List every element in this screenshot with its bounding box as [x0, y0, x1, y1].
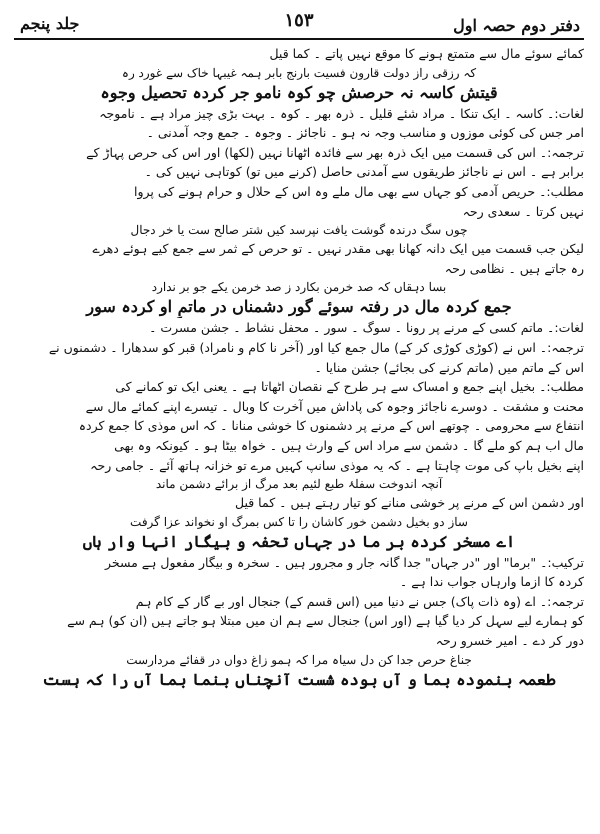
text-line: مطلب:۔ بخیل اپنے جمع و امساک سے ہر طرح کے نقصان اٹھاتا ہے ۔ یعنی ایک تو کمانے کی: [115, 379, 584, 395]
verse-line: طعمہ بنمودہ بما و آں بودہ شست آنچناں بنما بما آں را کہ ہست: [42, 669, 556, 689]
text-line: رہ جاتے ہیں ۔ نظامی رحہ: [444, 260, 584, 276]
quoted-verse-line: کہ رزقی راز دولت قارون فسیت بارنج بابر ہمہ غیبہا خاک سے غورد رہ: [121, 65, 477, 80]
text-line: محنت و مشقت ۔ دوسرے ناجائز وجوہ کی پاداش میں آخرت کا وبال ۔ تیسرے اپنے کمائے مال سے: [85, 398, 584, 414]
quoted-verse-line: جناغ حرص جدا کن دل سیاہ مرا کہ ہمو زاغ دواں در قفائے مردارست: [126, 652, 472, 667]
text-line: ترجمہ:۔ اس نے (کوڑی کوڑی کر کے) مال جمع کیا اور (آخر نا کام و نامراد) قبر کو سدھارا ۔ دشمنوں نے: [48, 339, 584, 355]
page-body: [14, 44, 584, 691]
text-line: کو ہمارے لیے سہل کر دیا گیا ہے (اور اس) جنجال سے ہم ان میں مبتلا ہو جاتے ہیں (ان کو) ہم سے: [67, 613, 584, 629]
text-line: اور دشمن اس کے مرنے پر خوشی منانے کو تیار رہتے ہیں ۔ کما قیل: [235, 495, 584, 511]
quoted-verse-line: آنچہ اندوخت سفلۂ طبع لئیم بعد مرگ از برائے دشمن ماند: [155, 477, 443, 492]
text-line: نہیں کرتا ۔ سعدی رحہ: [462, 203, 584, 219]
text-line: ترجمہ:۔ اے (وہ ذات پاک) جس نے دنیا میں (اس قسم کے) جنجال اور بے گار کے کام ہم: [135, 593, 584, 609]
page-header: [14, 6, 584, 38]
text-line: کمائے سوئے مال سے متمتع ہونے کا موقع نہیں پاتے ۔ کما قیل: [269, 46, 584, 61]
verse-line: جمع کردہ مال در رفتہ سوئے گور دشمناں در ماتمِ او کردہ سور: [86, 297, 512, 317]
section-title: دفتر دوم حصہ اول: [453, 16, 580, 35]
volume-title: جلد پنجم: [20, 14, 80, 33]
text-line: مطلب:۔ حریص آدمی کو جہاں سے بھی مال ملے وہ اس کے حلال و حرام ہونے کی پروا: [133, 183, 584, 199]
verse-line: اے مسخر کردہ بر ما در جہاں تحفہ و بیگار انہا وار ہاں: [82, 531, 516, 551]
quoted-verse-line: چوں سگ درندہ گوشت یافت نپرسد کیں شتر صالح ست یا خر دجال: [130, 223, 468, 238]
text-line: امر جس کی کوئی موزوں و مناسب وجہ نہ ہو ۔ ناجائز ۔ وجوہ ۔ جمع وجہ آمدنی ۔: [146, 125, 584, 141]
text-line: مال اب ہم کو ملے گا ۔ دشمن سے مراد اس کے وارث ہیں ۔ خواہ بیٹا ہو ۔ کیونکہ وہ بھی: [114, 437, 584, 453]
text-line: دور کر دے ۔ امیر خسرو رحہ: [435, 633, 584, 649]
text-line: برابر ہے ۔ اس نے ناجائز طریقوں سے آمدنی حاصل (کرنے میں تو) کوتاہی نہیں کی ۔: [144, 164, 584, 180]
quoted-verse-line: ساز دو بخیل دشمن خور کاشان را تا کس بمرگ او نخواند عزا گرفت: [130, 514, 468, 529]
header-rule: [14, 38, 584, 40]
text-line: لغات:۔ ماتم کسی کے مرنے پر رونا ۔ سوگ ۔ سور ۔ محفل نشاط ۔ جشن مسرت ۔: [149, 320, 584, 336]
text-line: لغات:۔ کاسہ ۔ ایک تنکا ۔ مراد شئے قلیل ۔ ذرہ بھر ۔ کوہ ۔ بہت بڑی چیز مراد ہے ۔ ناموجہ: [99, 105, 584, 121]
page-number: ١٥٣: [284, 10, 314, 31]
text-line: کردہ کا ازما وارہاں جواب ندا ہے ۔: [399, 574, 584, 590]
text-line: لیکن جب قسمت میں ایک دانہ کھانا بھی مقدر نہیں ۔ تو حرص کے ثمر سے جمع کیے ہوئے دھرے: [92, 241, 584, 257]
text-line: انتفاع سے محرومی ۔ چوتھے اس کے مرنے پر دشمنوں کا خوشی منانا ۔ کہ اس موذی کا جمع کردہ: [78, 418, 584, 434]
quoted-verse-line: بسا دہقاں کہ صد خرمن بکارد ز صد خرمن یکے جو بر ندارد: [151, 280, 447, 295]
text-line: اس کے ماتم میں (ماتم کرنے کی بجائے) جشن منایا ۔: [314, 359, 584, 375]
text-line: ترکیب:۔ "برما" اور "در جہاں" جدا گانہ جار و مجرور ہیں ۔ سخرہ و بیگار مفعول ہے مسخر: [105, 554, 584, 570]
text-line: اپنے بخیل باپ کی موت چاہتا ہے ۔ کہ یہ موذی سانپ کہیں مرے تو خزانہ ہاتھ آئے ۔ جامی رحہ: [90, 457, 584, 473]
text-line: ترجمہ:۔ اس کی قسمت میں ایک ذرہ بھر سے فائدہ اٹھانا نہیں (لکھا) اور اس کی حرص پہاڑ کے: [86, 144, 584, 160]
verse-line: قیتش کاسہ نہ حرصش چو کوہ نامو جر کردہ تحصیل وجوہ: [100, 82, 498, 102]
